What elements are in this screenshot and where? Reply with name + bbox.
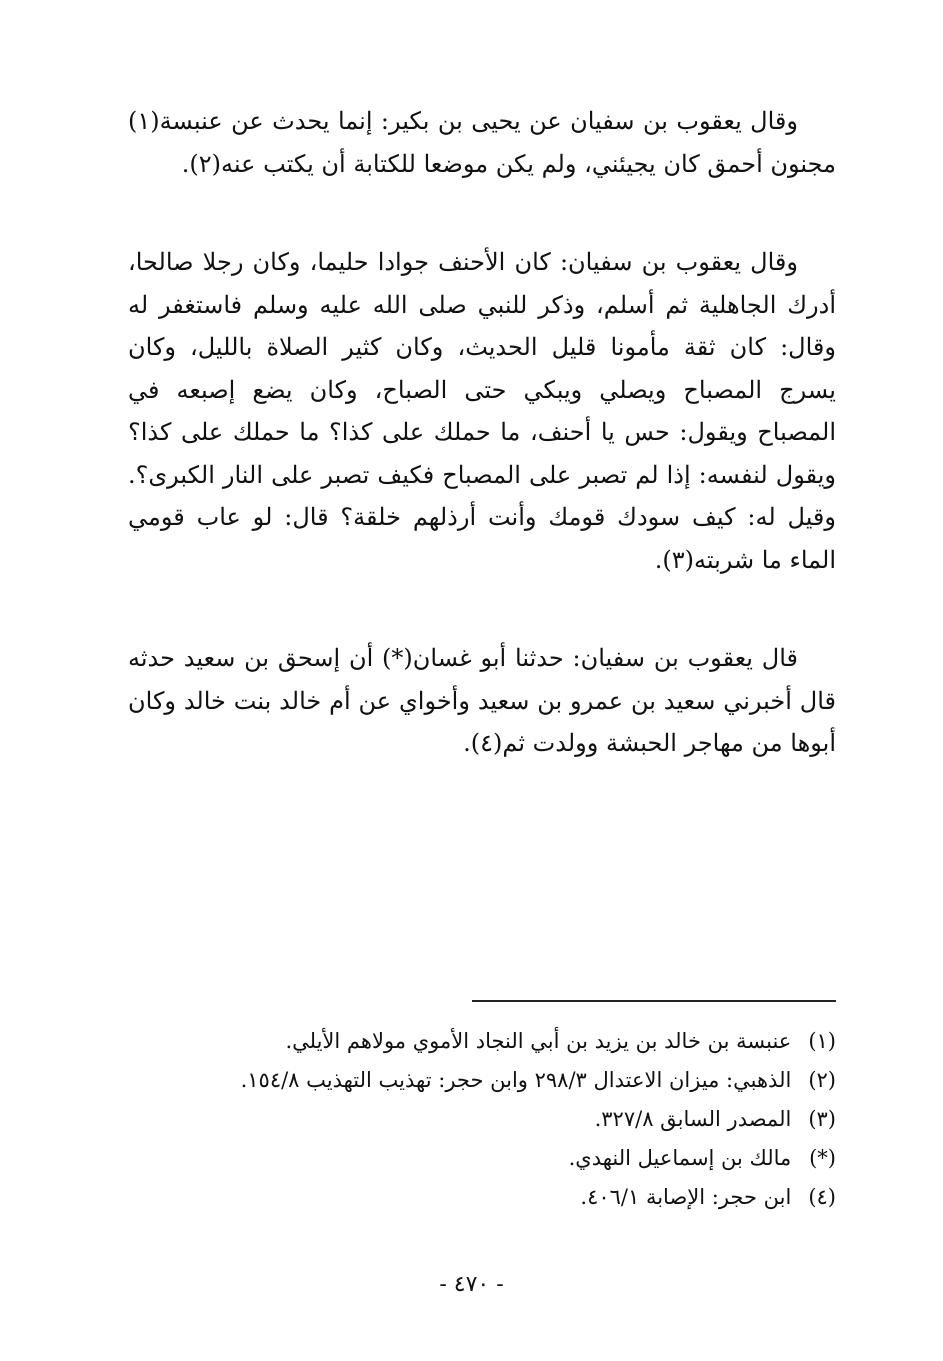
footnote-3	[128, 1100, 836, 1139]
footnote-text: الذهبي: ميزان الاعتدال ٢٩٨/٣ وابن حجر: تهذيب التهذيب ١٥٤/٨.	[240, 1068, 792, 1092]
paragraph-2: وقال يعقوب بن سفيان: كان الأحنف جوادا حليما، وكان رجلا صالحا، أدرك الجاهلية ثم أسلم، وذكر للنبي صلى الله عليه وسلم فاستغفر له وقال: كان ثقة مأمونا قليل الحديث، وكان كثير الصلاة بالليل، وكان يسرج المصباح ويصلي ويبكي حتى الصباح، وكان يضع إصبعه في المصباح ويقول: حس يا أحنف، ما حملك على كذا؟ ما حملك على كذا؟ ويقول لنفسه: إذا لم تصبر على المصباح فكيف تصبر على النار الكبرى؟. وقيل له: كيف سودك قومك وأنت أرذلهم خلقة؟ قال: لو عاب قومي الماء ما شربته(٣).	[128, 248, 836, 574]
footnote-star	[128, 1139, 836, 1178]
footnote-marker: (٢)	[808, 1068, 836, 1092]
footnote-2	[128, 1061, 836, 1100]
footnote-text: ابن حجر: الإصابة ٤٠٦/١.	[580, 1185, 792, 1209]
footnote-1	[128, 1022, 836, 1061]
main-text	[128, 100, 836, 821]
footnote-divider	[472, 1000, 836, 1002]
footnote-marker: (*)	[809, 1146, 836, 1170]
footnote-text: عنبسة بن خالد بن يزيد بن أبي النجاد الأموي مولاهم الأيلي.	[285, 1029, 792, 1053]
footnote-marker: (٤)	[808, 1185, 836, 1209]
paragraph-3: قال يعقوب بن سفيان: حدثنا أبو غسان(*) أن إسحق بن سعيد حدثه قال أخبرني سعيد بن عمرو بن سعيد وأخواي عن أم خالد بنت خالد وكان أبوها من مهاجر الحبشة وولدت ثم(٤).	[128, 644, 836, 757]
footnote-text: المصدر السابق ٣٢٧/٨.	[594, 1107, 792, 1131]
footnote-4	[128, 1178, 836, 1217]
footnotes	[128, 1022, 836, 1217]
page-number: - ٤٧٠ -	[439, 1272, 504, 1297]
paragraph-1: وقال يعقوب بن سفيان عن يحيى بن بكير: إنما يحدث عن عنبسة(١) مجنون أحمق كان يجيئني، ولم يكن موضعا للكتابة أن يكتب عنه(٢).	[128, 107, 836, 178]
footnote-marker: (٣)	[808, 1107, 836, 1131]
footnote-text: مالك بن إسماعيل النهدي.	[568, 1146, 792, 1170]
footnote-marker: (١)	[808, 1029, 836, 1053]
